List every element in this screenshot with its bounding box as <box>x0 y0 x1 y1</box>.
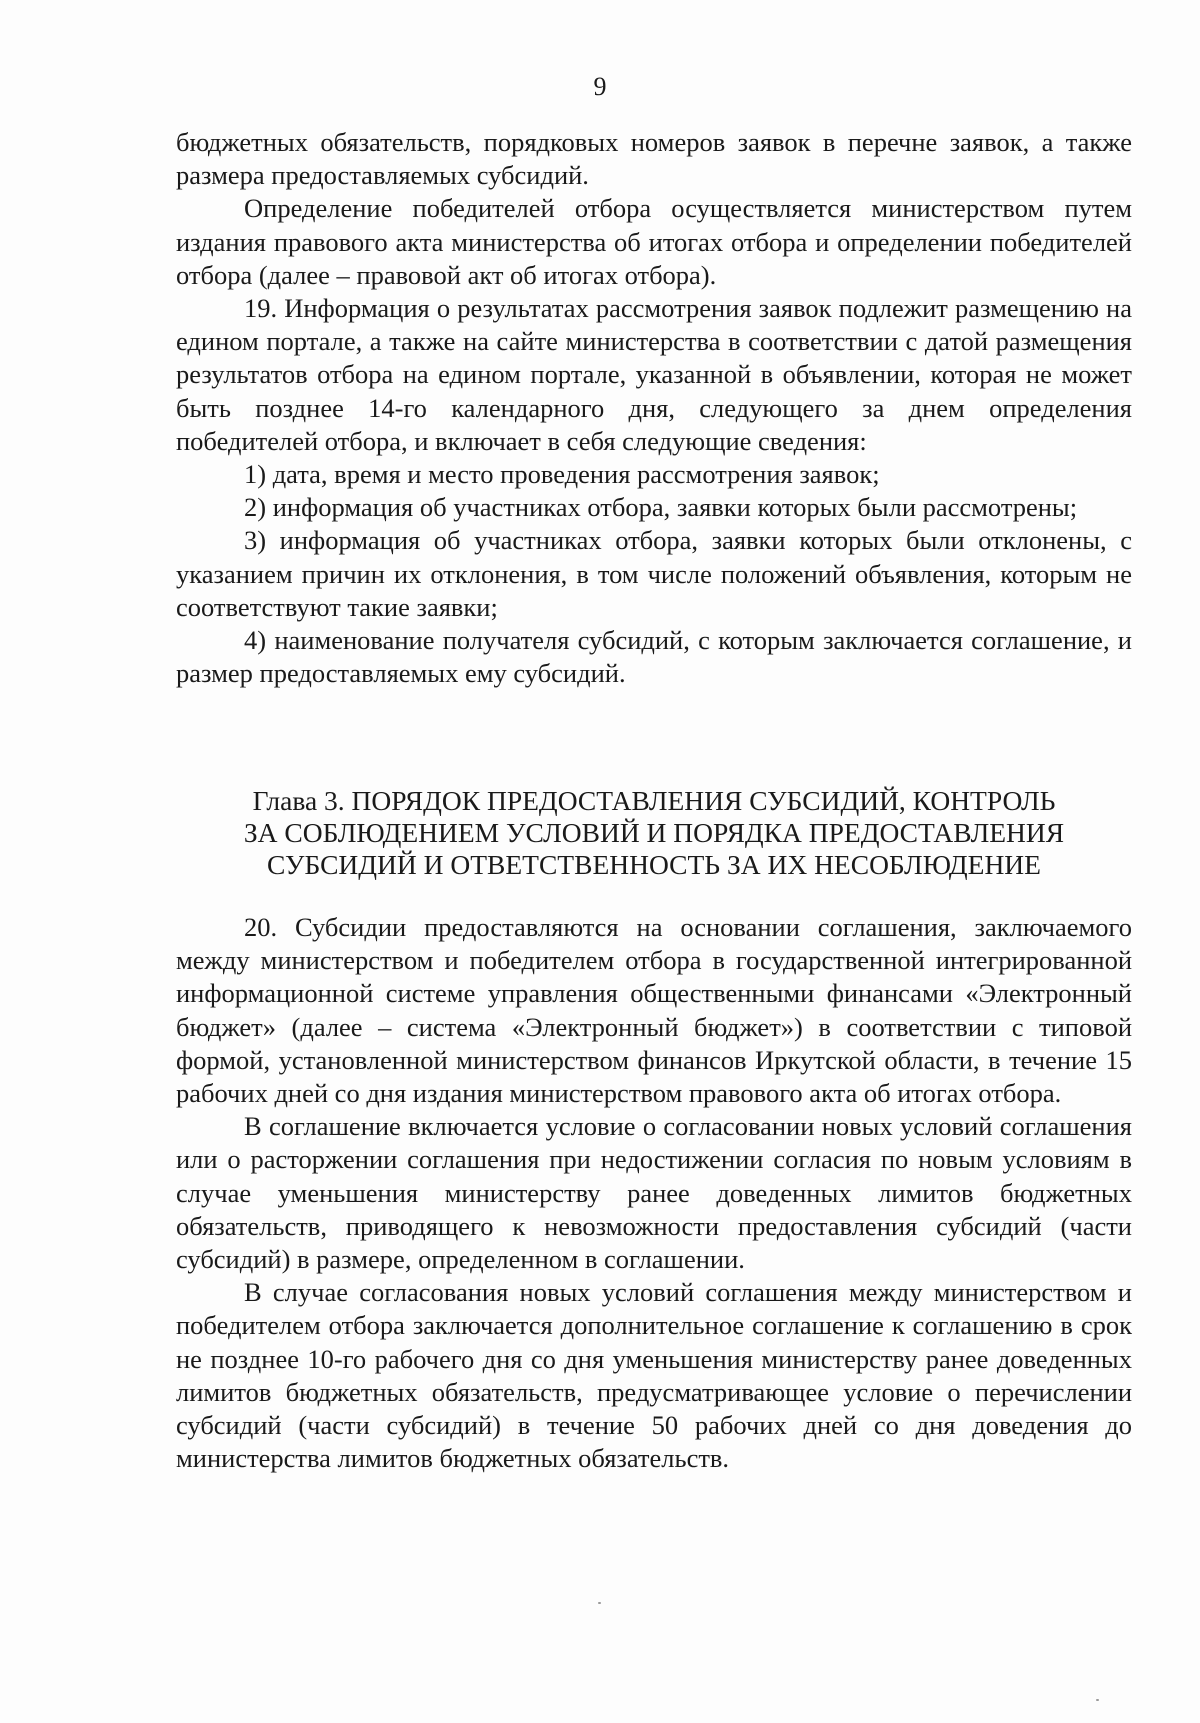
paragraph: В случае согласования новых условий соглашения между министерством и победителем отбора заключается дополнительное соглашение к соглашению в срок не позднее 10-го рабочего дня со дня уменьшения министерству ранее доведенных лимитов бюджетных обязательств, предусматривающее условие о перечислении субсидий (части субсидий) в течение 50 рабочих дней со дня доведения до министерства лимитов бюджетных обязательств. <box>176 1277 1132 1474</box>
chapter-heading-line: Глава 3. ПОРЯДОК ПРЕДОСТАВЛЕНИЯ СУБСИДИЙ, КОНТРОЛЬ <box>252 785 1056 816</box>
scan-speck <box>1096 1699 1099 1701</box>
list-item: 4) наименование получателя субсидий, с которым заключается соглашение, и размер предоставляемых ему субсидий. <box>176 625 1132 689</box>
scan-speck <box>598 1602 601 1604</box>
chapter-heading <box>176 785 1132 881</box>
paragraph: бюджетных обязательств, порядковых номеров заявок в перечне заявок, а также размера предоставляемых субсидий. <box>176 127 1132 191</box>
chapter-heading-line: ЗА СОБЛЮДЕНИЕМ УСЛОВИЙ И ПОРЯДКА ПРЕДОСТАВЛЕНИЯ <box>243 817 1065 848</box>
list-item: 1) дата, время и место проведения рассмотрения заявок; <box>244 459 880 490</box>
body-text-top <box>176 126 1132 690</box>
paragraph: Определение победителей отбора осуществляется министерством путем издания правового акта министерства об итогах отбора и определении победителей отбора (далее – правовой акт об итогах отбора). <box>176 193 1132 290</box>
list-item: 2) информация об участниках отбора, заявки которых были рассмотрены; <box>244 492 1078 523</box>
chapter-heading-line: СУБСИДИЙ И ОТВЕТСТВЕННОСТЬ ЗА ИХ НЕСОБЛЮДЕНИЕ <box>267 849 1041 880</box>
list-item: 3) информация об участниках отбора, заявки которых были отклонены, с указанием причин их отклонения, в том числе положений объявления, которым не соответствуют такие заявки; <box>176 525 1132 622</box>
body-text-bottom <box>176 911 1132 1475</box>
page-number: 9 <box>593 72 607 101</box>
paragraph-item-19: 19. Информация о результатах рассмотрения заявок подлежит размещению на едином портале, а также на сайте министерства в соответствии с датой размещения результатов отбора на едином портале, указанной в объявлении, которая не может быть позднее 14-го календарного дня, следующего за днем определения победителей отбора, и включает в себя следующие сведения: <box>176 293 1132 456</box>
paragraph: В соглашение включается условие о согласовании новых условий соглашения или о расторжении соглашения при недостижении согласия по новым условиям в случае уменьшения министерству ранее доведенных лимитов бюджетных обязательств, приводящего к невозможности предоставления субсидий (части субсидий) в размере, определенном в соглашении. <box>176 1111 1132 1275</box>
paragraph-item-20: 20. Субсидии предоставляются на основании соглашения, заключаемого между министерством и победителем отбора в государственной интегрированной информационной системе управления общественными финансами «Электронный бюджет» (далее – система «Электронный бюджет») в соответствии с типовой формой, установленной министерством финансов Иркутской области, в течение 15 рабочих дней со дня издания министерством правового акта об итогах отбора. <box>176 912 1132 1109</box>
